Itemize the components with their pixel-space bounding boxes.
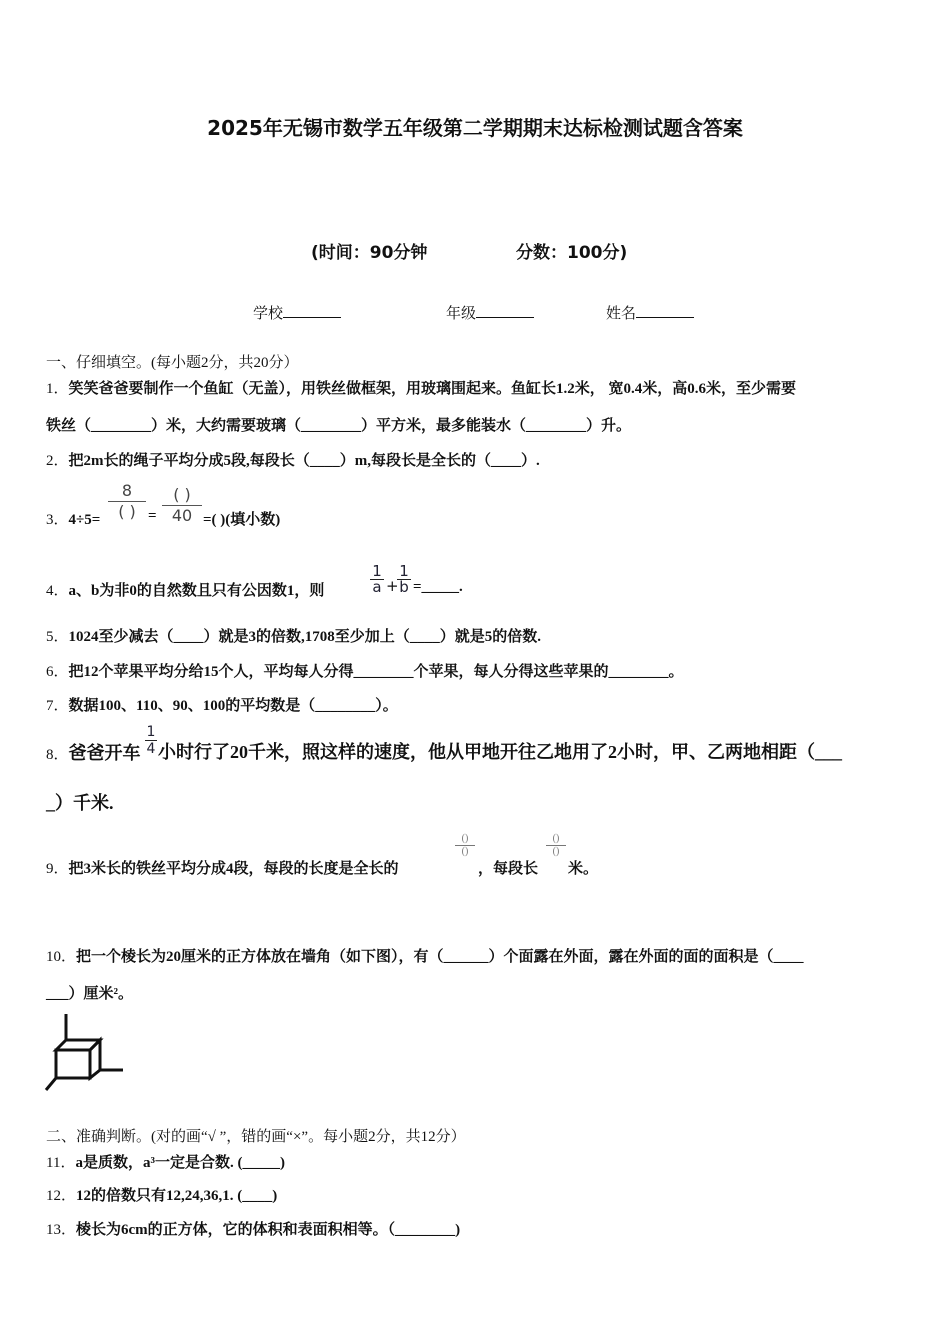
name-label: 姓名: [606, 306, 637, 322]
question-number: 5．: [46, 629, 69, 645]
question-number: 13．: [46, 1222, 77, 1238]
question-number: 11．: [46, 1155, 76, 1171]
question-number: 3．: [46, 512, 69, 528]
question-text: 棱长为6cm的正方体，它的体积和表面积相等。（________): [76, 1222, 461, 1238]
fraction-denominator: b: [397, 579, 411, 595]
school-blank: [283, 303, 341, 318]
question-13: [46, 1218, 460, 1239]
question-3: [46, 508, 100, 529]
fraction-blank-1: [455, 833, 475, 858]
fraction-denominator: 4: [146, 741, 156, 757]
question-9-suffix: 米。: [568, 861, 599, 877]
question-text: 把一个棱长为20厘米的正方体放在墙角（如下图），有（______）个面露在外面，露在外面的面的面积是（____: [76, 949, 804, 965]
question-8-line-1: 小时行了20千米，照这样的速度，他从甲地开往乙地用了2小时，甲、乙两地相距（___: [158, 742, 842, 762]
question-number: 12．: [46, 1188, 77, 1204]
question-number: 6．: [46, 664, 69, 680]
exam-score: 分数：100分): [516, 243, 628, 263]
question-number: 7．: [46, 698, 69, 714]
question-1-line-1: [46, 377, 796, 398]
question-5: [46, 625, 541, 646]
fraction-blank-over-40: [162, 485, 202, 526]
question-7: [46, 694, 398, 715]
fraction-numerator: 8: [121, 481, 133, 500]
fraction-numerator: 1: [372, 562, 382, 580]
grade-field: [446, 302, 534, 323]
question-prefix: a、b为非0的自然数且只有公因数1，则: [68, 583, 325, 599]
page-title: 2025年无锡市数学五年级第二学期期末达标检测试题含答案: [207, 116, 743, 140]
question-prefix: 4÷5=: [68, 512, 101, 528]
question-4: [46, 579, 324, 600]
question-prefix: 爸爸开车: [68, 743, 141, 763]
fraction-numerator: 1: [399, 562, 409, 580]
question-text: 笑笑爸爸要制作一个鱼缸（无盖），用铁丝做框架，用玻璃围起来。鱼缸长1.2米， 宽0.4米，高0.6米，至少需要: [68, 381, 797, 397]
question-text: 12的倍数只有12,24,36,1. (____): [76, 1188, 278, 1204]
question-prefix: 把3米长的铁丝平均分成4段，每段的长度是全长的: [68, 861, 399, 877]
fraction-denominator: (): [455, 845, 475, 858]
question-number: 2．: [46, 453, 69, 469]
question-11: [46, 1151, 285, 1172]
question-8-line-2: _）千米.: [46, 793, 114, 813]
name-blank: [636, 303, 694, 318]
question-number: 1．: [46, 381, 69, 397]
fraction-denominator: ( ): [108, 501, 146, 522]
question-10-line-2: ___）厘米²。: [46, 986, 133, 1002]
question-8-line-1-start: [46, 739, 141, 765]
fraction-8-over-blank: [108, 481, 146, 522]
exam-time: (时间：90分钟: [311, 243, 428, 263]
question-number: 10．: [46, 949, 77, 965]
fraction-1-over-a: [370, 564, 384, 595]
cube-in-corner-diagram: [44, 1012, 126, 1094]
question-1-line-2: 铁丝（________）米，大约需要玻璃（________）平方米，最多能装水（________）升。: [46, 418, 632, 434]
section-1-heading: 一、仔细填空。(每小题2分，共20分）: [46, 355, 299, 371]
grade-blank: [476, 303, 534, 318]
fraction-blank-2: [546, 833, 566, 858]
fraction-denominator: a: [370, 579, 384, 595]
fraction-numerator: ( ): [173, 485, 191, 504]
question-4-suffix: =_____.: [413, 579, 463, 595]
question-3-suffix: =( )(填小数): [203, 512, 281, 528]
fraction-numerator: 1: [146, 724, 156, 740]
question-number: 8．: [46, 747, 69, 763]
section-2-heading: 二、准确判断。(对的画“√ ”，错的画“×”。每小题2分，共12分）: [46, 1129, 466, 1145]
question-number: 4．: [46, 583, 69, 599]
plus-sign: +: [386, 577, 399, 595]
question-text: a是质数，a³一定是合数. (_____): [75, 1155, 285, 1171]
school-field: [253, 302, 341, 323]
grade-label: 年级: [446, 306, 477, 322]
fraction-1-over-b: [397, 564, 411, 595]
question-text: 1024至少减去（____）就是3的倍数,1708至少加上（____）就是5的倍数.: [68, 629, 542, 645]
equals-sign: =: [148, 508, 157, 524]
fraction-1-over-4: [145, 724, 157, 757]
question-12: [46, 1184, 277, 1205]
question-text: 把12个苹果平均分给15个人，平均每人分得________个苹果，每人分得这些苹果的________。: [68, 664, 684, 680]
question-number: 9．: [46, 861, 69, 877]
question-9: [46, 857, 399, 878]
question-9-mid: ，每段长: [478, 861, 539, 877]
fraction-denominator: (): [546, 845, 566, 858]
question-text: 数据100、110、90、100的平均数是（________）。: [68, 698, 398, 714]
fraction-denominator: 40: [162, 505, 202, 526]
fraction-numerator: (): [552, 833, 560, 844]
name-field: [606, 302, 694, 323]
question-6: [46, 660, 684, 681]
fraction-numerator: (): [461, 833, 469, 844]
school-label: 学校: [253, 306, 284, 322]
question-2: [46, 449, 540, 470]
question-10-line-1: [46, 945, 804, 966]
question-text: 把2m长的绳子平均分成5段,每段长（____）m,每段长是全长的（____）.: [68, 453, 540, 469]
